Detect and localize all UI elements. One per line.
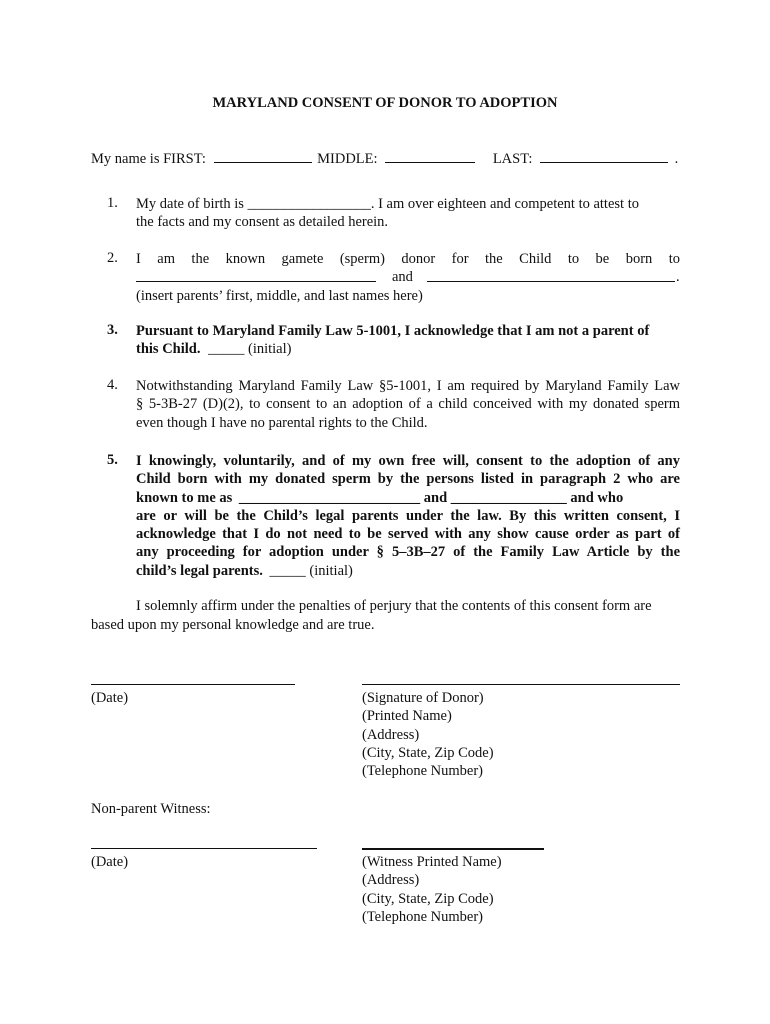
parent-1-name-field[interactable]	[136, 269, 376, 282]
item-4-line-1: Notwithstanding Maryland Family Law §5-1001, I am required by Maryland Family Law	[136, 378, 680, 394]
donor-telephone-label: (Telephone Number)	[362, 763, 483, 780]
item-3-initial-field[interactable]: _____	[208, 341, 245, 358]
date-of-birth-field[interactable]: _________________	[247, 196, 371, 212]
witness-label: Non-parent Witness:	[91, 801, 211, 817]
item-2-number: 2.	[107, 250, 118, 266]
middle-name-field[interactable]	[385, 150, 475, 163]
name-line	[91, 150, 678, 168]
item-5-line-2: Child born with my donated sperm by the persons listed in paragraph 2 who are	[136, 471, 680, 488]
item-2	[136, 250, 680, 305]
witness-city-label: (City, State, Zip Code)	[362, 890, 494, 907]
item-1-text-a: My date of birth is	[136, 196, 244, 212]
witness-date-label: (Date)	[91, 854, 129, 870]
known-as-parent-2-field[interactable]: ________________	[450, 489, 567, 506]
witness-date-line[interactable]	[91, 848, 317, 849]
witness-address-label: (Address)	[362, 872, 420, 889]
item-2-period: .	[676, 269, 680, 286]
donor-date-label: (Date)	[91, 690, 129, 706]
donor-city-label: (City, State, Zip Code)	[362, 744, 494, 761]
item-3-text-a: this Child.	[136, 341, 201, 358]
first-name-label: My name is FIRST:	[91, 151, 206, 167]
item-4	[136, 377, 680, 432]
item-5-number: 5.	[107, 452, 118, 468]
witness-printed-name-label: (Witness Printed Name)	[362, 854, 502, 870]
parent-2-name-field[interactable]	[427, 269, 675, 282]
item-5-initial-label: (initial)	[309, 562, 353, 579]
item-3	[136, 322, 680, 359]
witness-telephone-label: (Telephone Number)	[362, 908, 483, 925]
item-5-text-b: and who	[570, 489, 624, 506]
item-5	[136, 452, 680, 580]
donor-address-label: (Address)	[362, 726, 420, 743]
item-3-number: 3.	[107, 322, 118, 338]
witness-name-line[interactable]	[362, 848, 544, 850]
item-3-initial-label: (initial)	[247, 341, 292, 358]
item-1-text-b: . I am over eighteen and competent to attest to	[370, 196, 639, 212]
known-as-parent-1-field[interactable]: _________________________	[238, 489, 421, 506]
item-4-line-3: even though I have no parental rights to the Child.	[136, 414, 428, 431]
item-5-line-6: any proceeding for adoption under § 5–3B–27 of the Family Law Article by the	[136, 544, 680, 561]
witness-details	[362, 853, 502, 926]
page-title: MARYLAND CONSENT OF DONOR TO ADOPTION	[212, 95, 558, 111]
first-name-field[interactable]	[214, 150, 312, 163]
item-1-line-2: the facts and my consent as detailed herein.	[136, 214, 389, 231]
item-5-initial-field[interactable]: _____	[269, 562, 306, 579]
item-2-and: and	[392, 269, 413, 286]
affirmation-line-2: based upon my personal knowledge and are true.	[91, 617, 375, 633]
item-4-line-2: § 5-3B-27 (D)(2), to consent to an adoption of a child conceived with my donated sperm	[136, 396, 680, 413]
item-5-text-a: known to me as	[136, 489, 233, 506]
item-5-line-5: acknowledge that I do not need to be served with any show cause order as part of	[136, 526, 680, 543]
donor-signature-label: (Signature of Donor)	[362, 690, 484, 706]
item-3-line-1: Pursuant to Maryland Family Law 5-1001, I acknowledge that I am not a parent of	[136, 323, 650, 339]
donor-printed-name-label: (Printed Name)	[362, 708, 452, 725]
donor-date-line[interactable]	[91, 684, 295, 685]
last-name-label: LAST:	[492, 151, 533, 167]
donor-details	[362, 689, 494, 780]
donor-signature-line[interactable]	[362, 684, 680, 685]
item-4-number: 4.	[107, 377, 118, 393]
last-name-field[interactable]	[540, 150, 668, 163]
item-5-text-c: child’s legal parents.	[136, 562, 263, 579]
item-1-number: 1.	[107, 195, 118, 211]
affirmation-line-1: I solemnly affirm under the penalties of perjury that the contents of this consent form are	[136, 598, 652, 614]
item-5-line-4: are or will be the Child’s legal parents under the law. By this written consent, I	[136, 507, 680, 524]
middle-name-label: MIDDLE:	[317, 151, 378, 167]
item-1	[136, 195, 680, 232]
item-5-line-1: I knowingly, voluntarily, and of my own free will, consent to the adoption of any	[136, 453, 680, 469]
name-line-period: .	[674, 151, 679, 167]
item-5-and: and	[423, 489, 448, 506]
item-2-line-1: I am the known gamete (sperm) donor for the Child to be born to	[136, 251, 680, 267]
item-2-instruction: (insert parents’ first, middle, and last names here)	[136, 287, 423, 304]
